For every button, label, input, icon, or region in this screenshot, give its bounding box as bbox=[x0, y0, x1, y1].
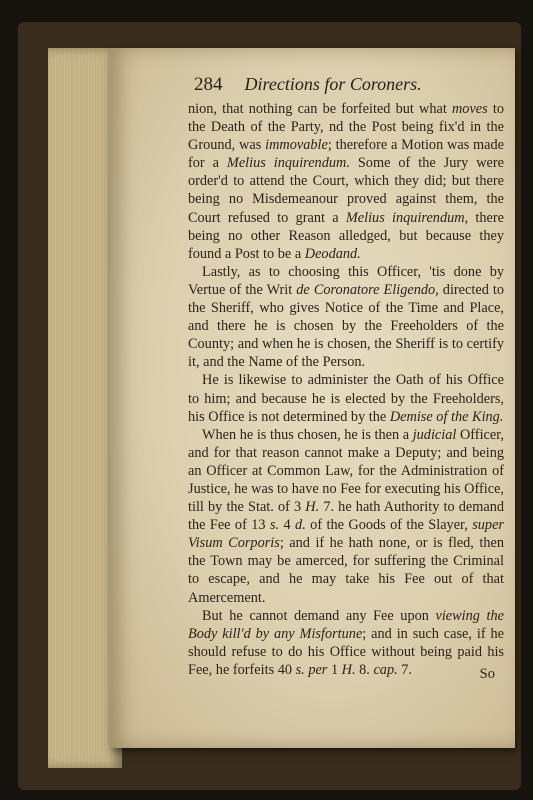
text-run: nion, that nothing can be forfeited but what bbox=[188, 101, 452, 117]
italic-text: super Visum Corporis bbox=[188, 517, 504, 552]
book-page bbox=[110, 48, 515, 748]
italic-text: cap. bbox=[373, 661, 398, 678]
body-text bbox=[188, 100, 504, 679]
text-run: When he is thus chosen, he is then a bbox=[202, 426, 413, 443]
text-run: Lastly, as to choosing this Officer, 'tis done by Vertue of the Writ bbox=[188, 263, 504, 298]
text-run: , there being no other Reason alledged, but because they found a Post to be a bbox=[188, 209, 504, 262]
text-run: 8. bbox=[355, 661, 374, 678]
italic-text: H. bbox=[305, 499, 320, 516]
italic-text: judicial bbox=[412, 426, 457, 443]
text-run: ; and in such case, if he should refuse to do his Office without being paid his Fee, he forfeits 40 bbox=[188, 625, 504, 678]
text-run: , directed to the Sheriff, who gives Notice of the Time and Place, and there he is chosen by the Freeholders of the County; and when he is chosen, the Sheriff is to certify it, and the Name of the Person. bbox=[188, 281, 505, 371]
italic-text: Demise of the King. bbox=[389, 408, 504, 425]
italic-text: viewing the Body kill'd by any Misfortune bbox=[188, 607, 505, 642]
text-run: 7. bbox=[397, 661, 412, 678]
italic-text: moves bbox=[451, 101, 488, 117]
text-run: 7. he hath Authority to demand the Fee of 13 bbox=[188, 499, 504, 534]
italic-text: s. bbox=[269, 517, 280, 534]
italic-text: d. bbox=[295, 517, 306, 534]
text-run: ; and if he hath none, or is fled, then the Town may be amerced, for suffering the Criminal to escape, and he may take his Fee out of that Amercement. bbox=[188, 535, 504, 606]
text-run: 1 bbox=[327, 661, 342, 678]
paragraph bbox=[188, 371, 504, 425]
text-run: Officer, and for that reason cannot make a Deputy; and being an Officer at Common Law, for the Administration of Justice, he was to have no Fee for executing his Office, till by the Stat. of 3 bbox=[188, 426, 504, 516]
italic-text: Deodand. bbox=[304, 245, 361, 262]
page-number: 284 bbox=[194, 74, 223, 95]
text-run: Some of the Jury were order'd to attend the Court, which they did; but there being no Misdemeanour proved against them, the Court refused to grant a bbox=[188, 155, 504, 226]
italic-text: per bbox=[308, 661, 328, 678]
text-run: to the Death of the Party, nd the Post being fix'd in the Ground, was bbox=[188, 101, 504, 154]
italic-text: H. bbox=[341, 661, 356, 678]
italic-text: immovable bbox=[265, 137, 328, 154]
text-run: of the Goods of the Slayer, bbox=[305, 517, 473, 534]
text-run: ; therefore a Motion was made for a bbox=[188, 137, 505, 172]
paragraph bbox=[188, 100, 504, 263]
paragraph bbox=[188, 426, 504, 607]
italic-text: s. bbox=[295, 661, 305, 678]
italic-text: Melius inquirendum. bbox=[226, 155, 350, 172]
text-run: But he cannot demand any Fee upon bbox=[202, 607, 436, 624]
paragraph bbox=[188, 263, 504, 372]
italic-text: de Coronatore Eligendo bbox=[296, 281, 436, 298]
italic-text: Melius inquirendum bbox=[345, 209, 465, 226]
text-run: 4 bbox=[279, 517, 296, 534]
paragraph bbox=[188, 607, 504, 679]
catchword: So bbox=[479, 666, 495, 682]
page-header bbox=[194, 74, 494, 98]
text-run: He is likewise to administer the Oath of his Office to him; and because he is elected by the Freeholders, his Office is not determined by the bbox=[188, 372, 504, 425]
running-title: Directions for Coroners. bbox=[244, 74, 422, 94]
